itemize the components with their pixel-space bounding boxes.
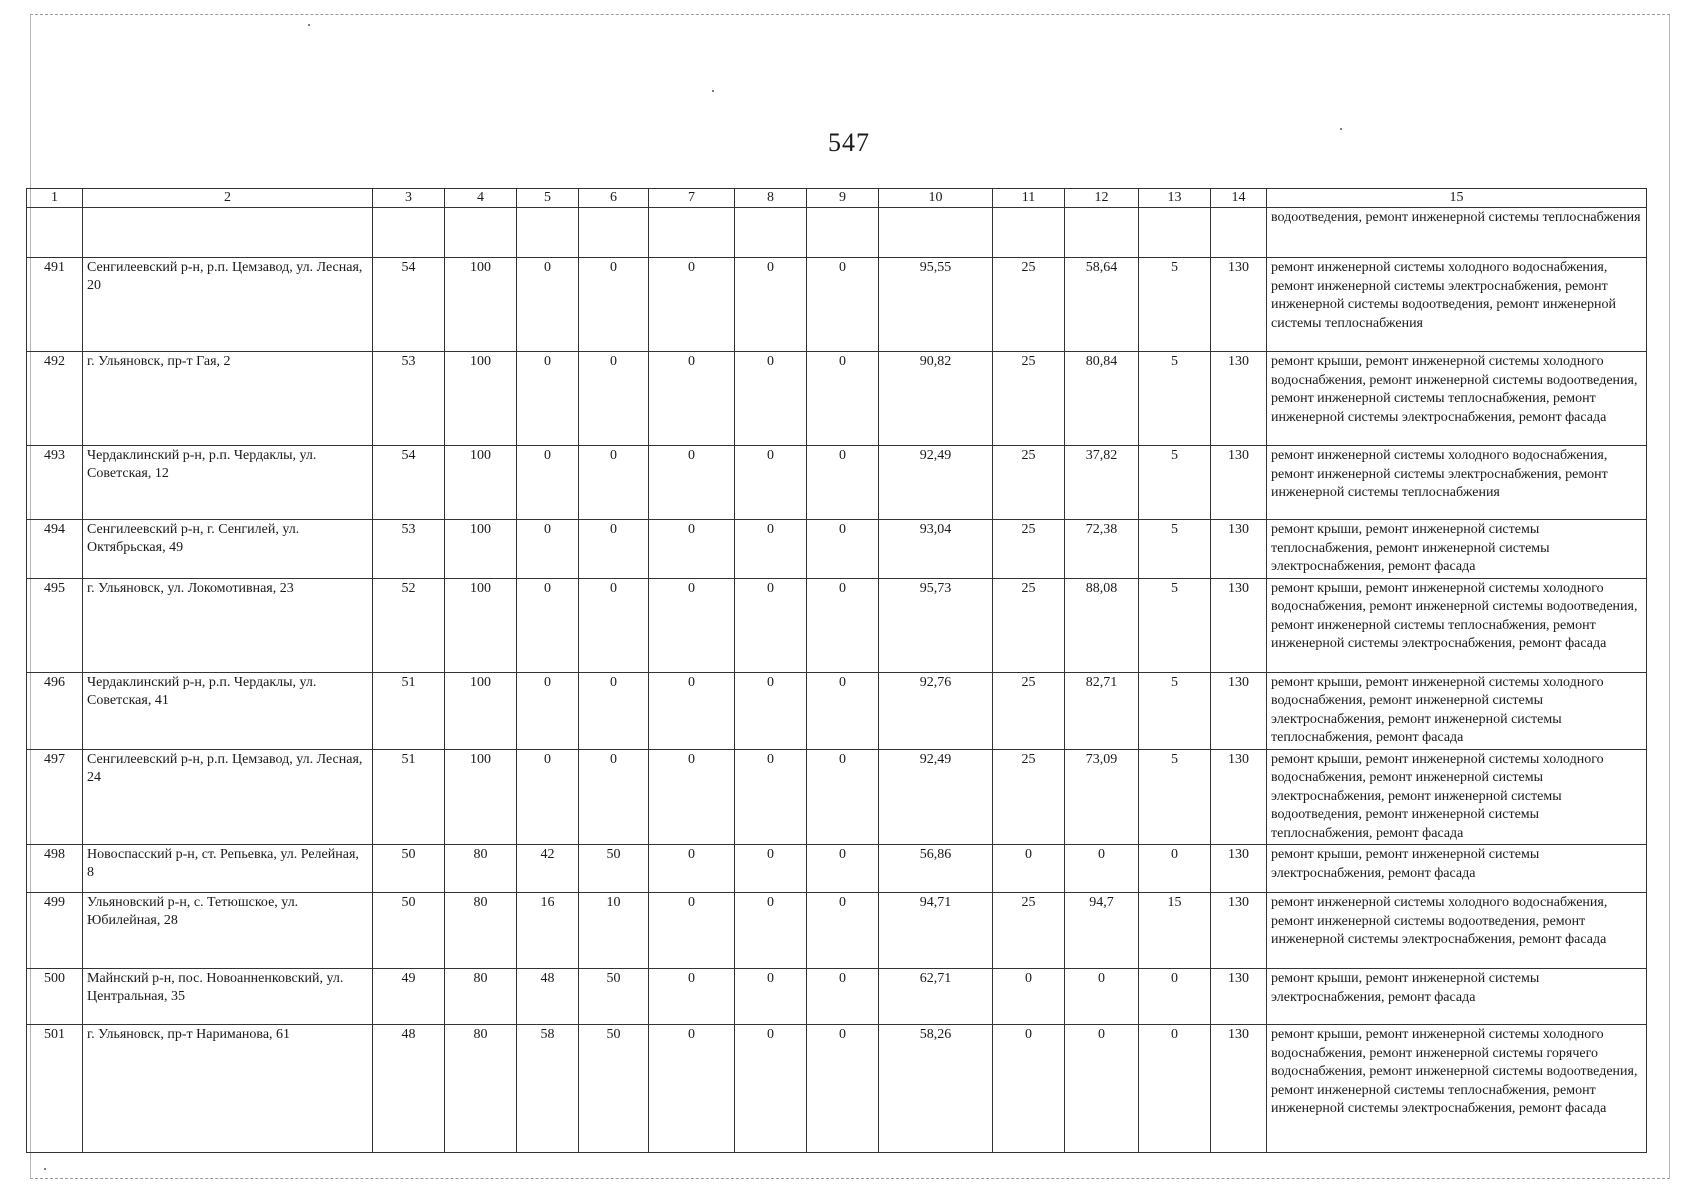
value-cell-c7: 0: [649, 749, 735, 845]
address-cell: Ульяновский р-н, с. Тетюшское, ул. Юбилейная, 28: [83, 893, 373, 969]
table-row: [27, 672, 1647, 749]
value-cell-c4: 80: [445, 969, 517, 1025]
value-cell-c13: 5: [1139, 672, 1211, 749]
value-cell-c13: 5: [1139, 352, 1211, 446]
value-cell-c12: 88,08: [1065, 578, 1139, 672]
value-cell-c12: 0: [1065, 845, 1139, 893]
column-header: 1: [27, 189, 83, 208]
value-cell-c14: 130: [1211, 352, 1267, 446]
value-cell-c8: 0: [735, 578, 807, 672]
value-cell-c14: 130: [1211, 893, 1267, 969]
column-header: 10: [879, 189, 993, 208]
value-cell-c12: 37,82: [1065, 446, 1139, 520]
value-cell-c14: 130: [1211, 749, 1267, 845]
value-cell-c9: 0: [807, 845, 879, 893]
value-cell-c11: 0: [993, 969, 1065, 1025]
value-cell-c6: 0: [579, 258, 649, 352]
continuation-row: [27, 208, 1647, 258]
value-cell-c3: 52: [373, 578, 445, 672]
value-cell-c13: 5: [1139, 578, 1211, 672]
value-cell-c5: 16: [517, 893, 579, 969]
value-cell-c5: 0: [517, 352, 579, 446]
value-cell-c11: 25: [993, 446, 1065, 520]
value-cell-c8: 0: [735, 893, 807, 969]
scan-speck: [44, 1168, 46, 1170]
value-cell-c6: 0: [579, 578, 649, 672]
address-cell: г. Ульяновск, пр-т Нариманова, 61: [83, 1025, 373, 1153]
value-cell-c6: 0: [579, 520, 649, 579]
value-cell-c3: 53: [373, 352, 445, 446]
value-cell-c11: 25: [993, 749, 1065, 845]
value-cell-c9: 0: [807, 258, 879, 352]
column-header: 14: [1211, 189, 1267, 208]
value-cell-c9: 0: [807, 893, 879, 969]
column-header: 12: [1065, 189, 1139, 208]
work-description: ремонт инженерной системы холодного водоснабжения, ремонт инженерной системы электроснабжения, ремонт инженерной системы теплоснабжения: [1267, 446, 1647, 520]
value-cell-c8: 0: [735, 258, 807, 352]
address-cell: Чердаклинский р-н, р.п. Чердаклы, ул. Советская, 12: [83, 446, 373, 520]
value-cell-c4: 80: [445, 1025, 517, 1153]
value-cell-c8: 0: [735, 446, 807, 520]
value-cell-c12: 72,38: [1065, 520, 1139, 579]
value-cell-c7: 0: [649, 352, 735, 446]
value-cell-c12: 82,71: [1065, 672, 1139, 749]
column-header: 6: [579, 189, 649, 208]
value-cell-c12: 80,84: [1065, 352, 1139, 446]
value-cell-c12: 58,64: [1065, 258, 1139, 352]
value-cell-c7: 0: [649, 578, 735, 672]
value-cell-c7: 0: [649, 1025, 735, 1153]
value-cell-c6: 0: [579, 672, 649, 749]
value-cell-c4: 100: [445, 578, 517, 672]
value-cell-c13: 5: [1139, 520, 1211, 579]
value-cell-c10: 92,49: [879, 446, 993, 520]
column-header: 9: [807, 189, 879, 208]
row-number: 496: [27, 672, 83, 749]
header-row: [27, 189, 1647, 208]
value-cell-c9: 0: [807, 969, 879, 1025]
value-cell-c3: 54: [373, 258, 445, 352]
value-cell-c12: 94,7: [1065, 893, 1139, 969]
value-cell-c6: 0: [579, 749, 649, 845]
value-cell-c8: 0: [735, 969, 807, 1025]
value-cell-c3: 48: [373, 1025, 445, 1153]
address-cell: Сенгилеевский р-н, г. Сенгилей, ул. Октябрьская, 49: [83, 520, 373, 579]
work-description: ремонт крыши, ремонт инженерной системы теплоснабжения, ремонт инженерной системы электроснабжения, ремонт фасада: [1267, 520, 1647, 579]
value-cell-c7: 0: [649, 969, 735, 1025]
address-cell: Сенгилеевский р-н, р.п. Цемзавод, ул. Лесная, 24: [83, 749, 373, 845]
column-header: 7: [649, 189, 735, 208]
table-row: [27, 258, 1647, 352]
value-cell-c6: 50: [579, 845, 649, 893]
value-cell-c5: 0: [517, 520, 579, 579]
value-cell-c14: 130: [1211, 258, 1267, 352]
value-cell-c11: 25: [993, 578, 1065, 672]
row-number: 495: [27, 578, 83, 672]
value-cell-c7: 0: [649, 845, 735, 893]
scan-speck: [712, 90, 714, 92]
value-cell-c10: 95,55: [879, 258, 993, 352]
value-cell-c14: 130: [1211, 520, 1267, 579]
value-cell-c10: 92,49: [879, 749, 993, 845]
value-cell-c11: 25: [993, 258, 1065, 352]
address-cell: Чердаклинский р-н, р.п. Чердаклы, ул. Советская, 41: [83, 672, 373, 749]
value-cell-c9: 0: [807, 352, 879, 446]
data-table: [26, 188, 1647, 1153]
column-header: 11: [993, 189, 1065, 208]
value-cell-c7: 0: [649, 446, 735, 520]
work-description: ремонт инженерной системы холодного водоснабжения, ремонт инженерной системы электроснабжения, ремонт инженерной системы водоотведения, ремонт инженерной системы теплоснабжения: [1267, 258, 1647, 352]
value-cell-c14: 130: [1211, 845, 1267, 893]
value-cell-c14: 130: [1211, 578, 1267, 672]
address-cell: Новоспасский р-н, ст. Репьевка, ул. Релейная, 8: [83, 845, 373, 893]
value-cell-c7: 0: [649, 893, 735, 969]
work-description: ремонт крыши, ремонт инженерной системы холодного водоснабжения, ремонт инженерной системы электроснабжения, ремонт инженерной системы водоотведения, ремонт инженерной системы теплоснабжения, ремонт фасада: [1267, 749, 1647, 845]
value-cell-c13: 0: [1139, 1025, 1211, 1153]
value-cell-c3: 54: [373, 446, 445, 520]
value-cell-c8: 0: [735, 1025, 807, 1153]
value-cell-c3: 49: [373, 969, 445, 1025]
value-cell-c13: 5: [1139, 258, 1211, 352]
row-number: 491: [27, 258, 83, 352]
value-cell-c5: 58: [517, 1025, 579, 1153]
row-number: 492: [27, 352, 83, 446]
work-description: ремонт крыши, ремонт инженерной системы электроснабжения, ремонт фасада: [1267, 845, 1647, 893]
table-row: [27, 749, 1647, 845]
table-row: [27, 1025, 1647, 1153]
column-header: 15: [1267, 189, 1647, 208]
value-cell-c5: 42: [517, 845, 579, 893]
value-cell-c5: 0: [517, 258, 579, 352]
table-row: [27, 352, 1647, 446]
value-cell-c9: 0: [807, 1025, 879, 1153]
value-cell-c7: 0: [649, 672, 735, 749]
value-cell-c5: 0: [517, 672, 579, 749]
value-cell-c11: 25: [993, 352, 1065, 446]
value-cell-c3: 53: [373, 520, 445, 579]
value-cell-c10: 93,04: [879, 520, 993, 579]
row-number: 498: [27, 845, 83, 893]
table-row: [27, 845, 1647, 893]
scan-speck: [1340, 128, 1342, 130]
value-cell-c6: 50: [579, 1025, 649, 1153]
value-cell-c10: 92,76: [879, 672, 993, 749]
value-cell-c4: 100: [445, 352, 517, 446]
value-cell-c14: 130: [1211, 446, 1267, 520]
value-cell-c10: 62,71: [879, 969, 993, 1025]
work-description: ремонт крыши, ремонт инженерной системы холодного водоснабжения, ремонт инженерной системы водоотведения, ремонт инженерной системы теплоснабжения, ремонт инженерной системы электроснабжения, ремонт фасада: [1267, 578, 1647, 672]
row-number: 497: [27, 749, 83, 845]
value-cell-c9: 0: [807, 446, 879, 520]
row-number: 493: [27, 446, 83, 520]
value-cell-c5: 48: [517, 969, 579, 1025]
column-header: 5: [517, 189, 579, 208]
value-cell-c8: 0: [735, 520, 807, 579]
row-number: 500: [27, 969, 83, 1025]
value-cell-c4: 80: [445, 845, 517, 893]
value-cell-c4: 100: [445, 520, 517, 579]
value-cell-c14: 130: [1211, 672, 1267, 749]
table-row: [27, 578, 1647, 672]
value-cell-c11: 25: [993, 893, 1065, 969]
value-cell-c11: 0: [993, 845, 1065, 893]
value-cell-c6: 0: [579, 446, 649, 520]
value-cell-c7: 0: [649, 520, 735, 579]
work-description: ремонт крыши, ремонт инженерной системы электроснабжения, ремонт фасада: [1267, 969, 1647, 1025]
value-cell-c7: 0: [649, 258, 735, 352]
page-number: 547: [828, 128, 870, 157]
work-description: водоотведения, ремонт инженерной системы теплоснабжения: [1267, 208, 1647, 258]
table-row: [27, 446, 1647, 520]
column-header: 3: [373, 189, 445, 208]
value-cell-c4: 100: [445, 749, 517, 845]
address-cell: г. Ульяновск, ул. Локомотивная, 23: [83, 578, 373, 672]
column-header: 4: [445, 189, 517, 208]
value-cell-c4: 100: [445, 672, 517, 749]
value-cell-c6: 10: [579, 893, 649, 969]
value-cell-c5: 0: [517, 446, 579, 520]
value-cell-c9: 0: [807, 672, 879, 749]
value-cell-c4: 100: [445, 446, 517, 520]
value-cell-c11: 25: [993, 520, 1065, 579]
value-cell-c3: 51: [373, 672, 445, 749]
value-cell-c8: 0: [735, 352, 807, 446]
row-number: 501: [27, 1025, 83, 1153]
table-row: [27, 893, 1647, 969]
value-cell-c10: 90,82: [879, 352, 993, 446]
value-cell-c14: 130: [1211, 1025, 1267, 1153]
value-cell-c13: 15: [1139, 893, 1211, 969]
row-number: 494: [27, 520, 83, 579]
table-row: [27, 520, 1647, 579]
value-cell-c9: 0: [807, 520, 879, 579]
table-row: [27, 969, 1647, 1025]
value-cell-c12: 0: [1065, 969, 1139, 1025]
value-cell-c10: 94,71: [879, 893, 993, 969]
value-cell-c13: 0: [1139, 845, 1211, 893]
value-cell-c12: 73,09: [1065, 749, 1139, 845]
value-cell-c6: 0: [579, 352, 649, 446]
value-cell-c13: 5: [1139, 446, 1211, 520]
address-cell: Майнский р-н, пос. Новоанненковский, ул. Центральная, 35: [83, 969, 373, 1025]
value-cell-c11: 0: [993, 1025, 1065, 1153]
value-cell-c10: 58,26: [879, 1025, 993, 1153]
value-cell-c8: 0: [735, 672, 807, 749]
column-header: 2: [83, 189, 373, 208]
row-number: 499: [27, 893, 83, 969]
address-cell: г. Ульяновск, пр-т Гая, 2: [83, 352, 373, 446]
value-cell-c9: 0: [807, 578, 879, 672]
value-cell-c10: 56,86: [879, 845, 993, 893]
column-header: 13: [1139, 189, 1211, 208]
value-cell-c8: 0: [735, 845, 807, 893]
value-cell-c4: 80: [445, 893, 517, 969]
value-cell-c5: 0: [517, 578, 579, 672]
value-cell-c14: 130: [1211, 969, 1267, 1025]
address-cell: Сенгилеевский р-н, р.п. Цемзавод, ул. Лесная, 20: [83, 258, 373, 352]
value-cell-c4: 100: [445, 258, 517, 352]
value-cell-c6: 50: [579, 969, 649, 1025]
work-description: ремонт инженерной системы холодного водоснабжения, ремонт инженерной системы водоотведения, ремонт инженерной системы электроснабжения, ремонт фасада: [1267, 893, 1647, 969]
value-cell-c3: 51: [373, 749, 445, 845]
value-cell-c13: 0: [1139, 969, 1211, 1025]
value-cell-c11: 25: [993, 672, 1065, 749]
value-cell-c5: 0: [517, 749, 579, 845]
column-header: 8: [735, 189, 807, 208]
work-description: ремонт крыши, ремонт инженерной системы холодного водоснабжения, ремонт инженерной системы горячего водоснабжения, ремонт инженерной системы водоотведения, ремонт инженерной системы теплоснабжения, ремонт инженерной системы электроснабжения, ремонт фасада: [1267, 1025, 1647, 1153]
value-cell-c3: 50: [373, 845, 445, 893]
value-cell-c12: 0: [1065, 1025, 1139, 1153]
work-description: ремонт крыши, ремонт инженерной системы холодного водоснабжения, ремонт инженерной системы водоотведения, ремонт инженерной системы теплоснабжения, ремонт инженерной системы электроснабжения, ремонт фасада: [1267, 352, 1647, 446]
value-cell-c8: 0: [735, 749, 807, 845]
scan-speck: [308, 24, 310, 26]
value-cell-c13: 5: [1139, 749, 1211, 845]
value-cell-c9: 0: [807, 749, 879, 845]
value-cell-c3: 50: [373, 893, 445, 969]
value-cell-c10: 95,73: [879, 578, 993, 672]
work-description: ремонт крыши, ремонт инженерной системы холодного водоснабжения, ремонт инженерной системы электроснабжения, ремонт инженерной системы теплоснабжения, ремонт фасада: [1267, 672, 1647, 749]
